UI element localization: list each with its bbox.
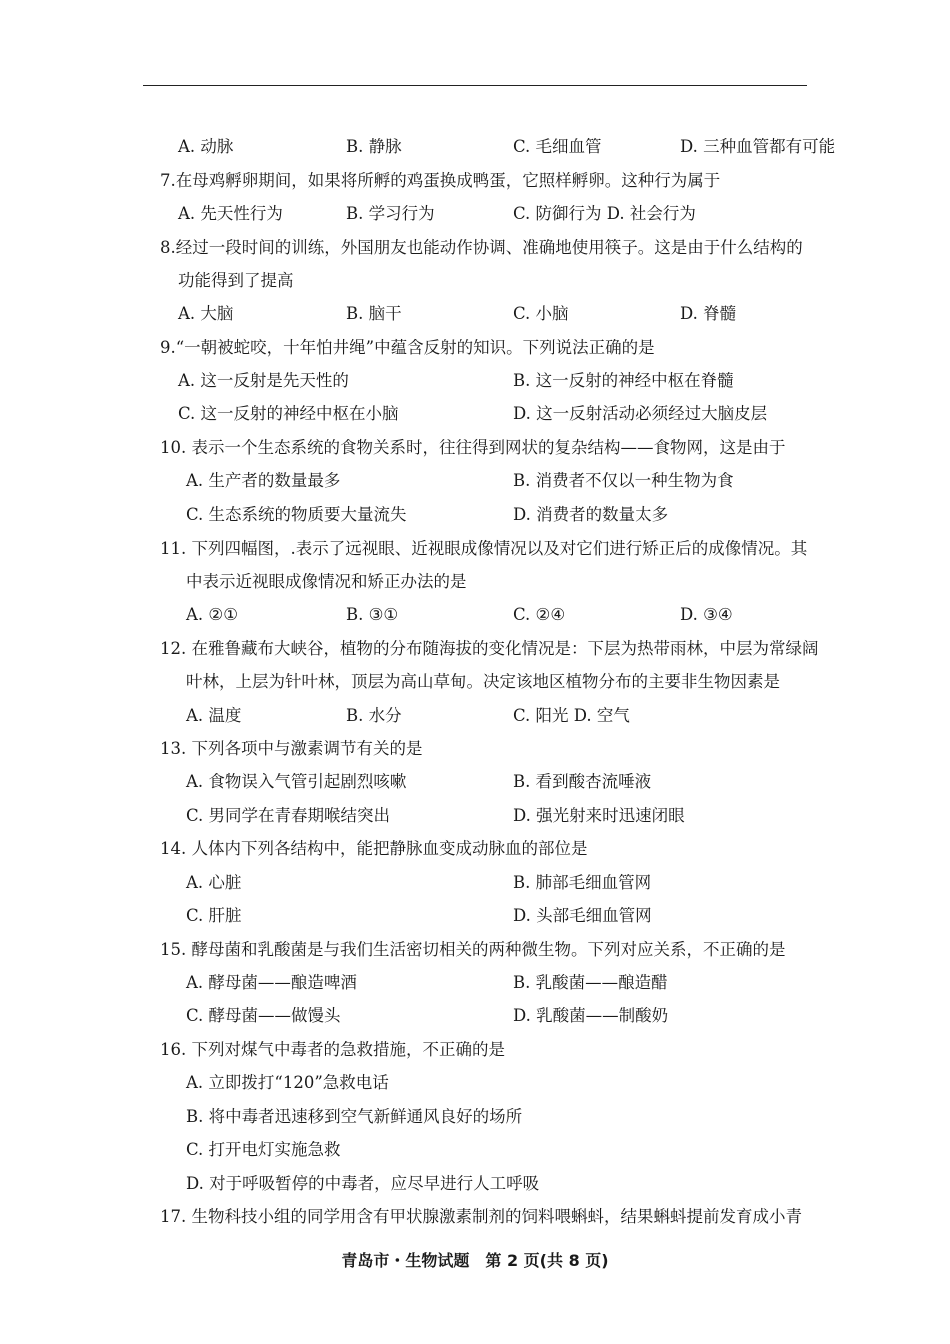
q10-option-b: B. 消费者不仅以一种生物为食: [513, 471, 734, 490]
q12-stem-line1: 12. 在雅鲁藏布大峡谷，植物的分布随海拔的变化情况是：下层为热带雨林，中层为常绿阔: [160, 639, 819, 658]
q17-stem: 17. 生物科技小组的同学用含有甲状腺激素制剂的饲料喂蝌蚪，结果蝌蚪提前发育成小青: [160, 1207, 802, 1226]
q9-option-a: A. 这一反射是先天性的: [178, 371, 349, 390]
q16-option-c: C. 打开电灯实施急救: [186, 1140, 341, 1159]
header-rule: [143, 85, 807, 86]
q13-option-a: A. 食物误入气管引起剧烈咳嗽: [186, 772, 407, 791]
q15-option-b: B. 乳酸菌——酿造醋: [513, 973, 668, 992]
q14-stem: 14. 人体内下列各结构中，能把静脉血变成动脉血的部位是: [160, 839, 588, 858]
q11-option-a: A. ②①: [186, 605, 238, 624]
q15-option-d: D. 乳酸菌——制酸奶: [513, 1006, 669, 1025]
q7-option-b: B. 学习行为: [346, 204, 435, 223]
q8-option-d: D. 脊髓: [680, 304, 737, 323]
q10-option-a: A. 生产者的数量最多: [186, 471, 341, 490]
q9-stem: 9.“一朝被蛇咬，十年怕井绳”中蕴含反射的知识。下列说法正确的是: [160, 338, 655, 357]
q6-option-c: C. 毛细血管: [513, 137, 602, 156]
q14-option-a: A. 心脏: [186, 873, 242, 892]
q16-option-b: B. 将中毒者迅速移到空气新鲜通风良好的场所: [186, 1107, 523, 1126]
q12-option-cd: C. 阳光 D. 空气: [513, 706, 630, 725]
q15-option-a: A. 酵母菌——酿造啤酒: [186, 973, 357, 992]
q14-option-b: B. 肺部毛细血管网: [513, 873, 652, 892]
q9-option-b: B. 这一反射的神经中枢在脊髓: [513, 371, 734, 390]
q16-option-d: D. 对于呼吸暂停的中毒者，应尽早进行人工呼吸: [186, 1174, 540, 1193]
q7-option-cd: C. 防御行为 D. 社会行为: [513, 204, 696, 223]
q8-stem-line1: 8.经过一段时间的训练，外国朋友也能动作协调、准确地使用筷子。这是由于什么结构的: [160, 238, 803, 257]
q11-option-b: B. ③①: [346, 605, 399, 624]
q7-stem: 7.在母鸡孵卵期间，如果将所孵的鸡蛋换成鸭蛋，它照样孵卵。这种行为属于: [160, 171, 721, 190]
q12-option-a: A. 温度: [186, 706, 242, 725]
q14-option-d: D. 头部毛细血管网: [513, 906, 652, 925]
q11-stem-line1: 11. 下列四幅图，.表示了远视眼、近视眼成像情况以及对它们进行矫正后的成像情况。其: [160, 539, 808, 558]
q8-option-c: C. 小脑: [513, 304, 569, 323]
q11-option-d: D. ③④: [680, 605, 733, 624]
q8-option-b: B. 脑干: [346, 304, 402, 323]
q6-option-a: A. 动脉: [178, 137, 234, 156]
q15-stem: 15. 酵母菌和乳酸菌是与我们生活密切相关的两种微生物。下列对应关系，不正确的是: [160, 940, 786, 959]
q10-stem: 10. 表示一个生态系统的食物关系时，往往得到网状的复杂结构——食物网，这是由于: [160, 438, 786, 457]
q14-option-c: C. 肝脏: [186, 906, 242, 925]
q12-stem-line2: 叶林，上层为针叶林，顶层为高山草甸。决定该地区植物分布的主要非生物因素是: [186, 672, 780, 691]
q13-stem: 13. 下列各项中与激素调节有关的是: [160, 739, 423, 758]
q11-option-c: C. ②④: [513, 605, 566, 624]
q16-stem: 16. 下列对煤气中毒者的急救措施，不正确的是: [160, 1040, 505, 1059]
q6-option-d: D. 三种血管都有可能: [680, 137, 836, 156]
q6-option-b: B. 静脉: [346, 137, 402, 156]
q13-option-b: B. 看到酸杏流唾液: [513, 772, 652, 791]
q9-option-c: C. 这一反射的神经中枢在小脑: [178, 404, 399, 423]
q10-option-c: C. 生态系统的物质要大量流失: [186, 505, 407, 524]
q7-option-a: A. 先天性行为: [178, 204, 283, 223]
page-footer: 青岛市・生物试题 第 2 页(共 8 页): [341, 1251, 609, 1270]
q8-option-a: A. 大脑: [178, 304, 234, 323]
q10-option-d: D. 消费者的数量太多: [513, 505, 669, 524]
q9-option-d: D. 这一反射活动必须经过大脑皮层: [513, 404, 768, 423]
q13-option-d: D. 强光射来时迅速闭眼: [513, 806, 685, 825]
q15-option-c: C. 酵母菌——做馒头: [186, 1006, 341, 1025]
q11-stem-line2: 中表示近视眼成像情况和矫正办法的是: [186, 572, 467, 591]
q8-stem-line2: 功能得到了提高: [178, 271, 294, 290]
q16-option-a: A. 立即拨打“120”急救电话: [186, 1073, 389, 1092]
q13-option-c: C. 男同学在青春期喉结突出: [186, 806, 391, 825]
q12-option-b: B. 水分: [346, 706, 402, 725]
